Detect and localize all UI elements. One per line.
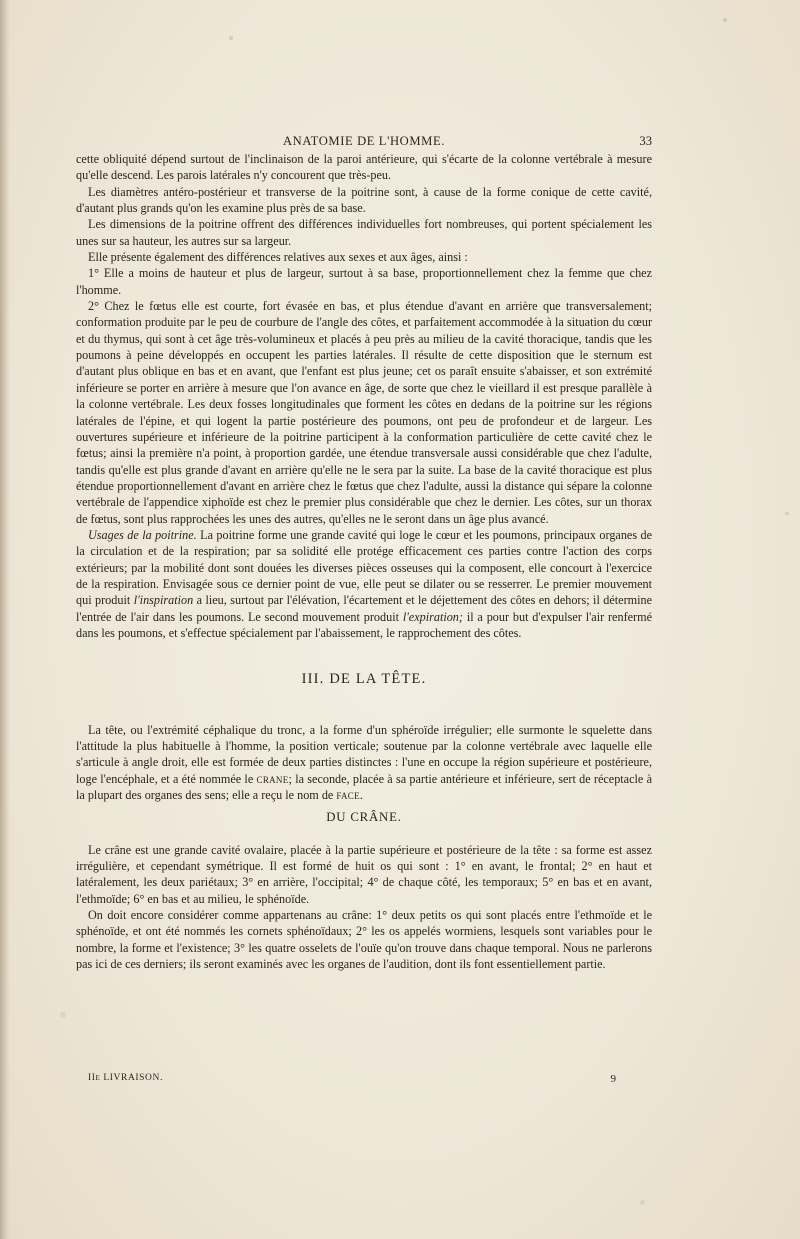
running-header [76, 133, 652, 151]
term-inspiration: l'inspiration [133, 593, 194, 608]
paper-foxing-spot [785, 512, 789, 515]
paper-foxing-spot [640, 1200, 645, 1205]
paragraph: Les dimensions de la poitrine offrent des différences individuelles fort nombreuses, qui portent spécialement les unes sur sa hauteur, les autres sur sa largeur. [76, 217, 652, 248]
page-number: 33 [639, 134, 652, 148]
paragraph: cette obliquité dépend surtout de l'inclinaison de la paroi antérieure, qui s'écarte de la colonne vertébrale à mesure qu'elle descend. Les parois latérales n'y concourent que très-peu. [76, 152, 652, 183]
term-face: face [336, 788, 360, 803]
term-crane: crane [256, 771, 289, 786]
page-text-column [76, 133, 652, 972]
tete-text: La tête, ou l'extrémité céphalique du tronc, a la forme d'un sphéroïde irrégulier; elle surmonte le squelette dans l'attitude la plus habituelle à l'homme, la position verticale; soutenue par la colonne vertébrale avec laquelle elle s'articule à angle droit, elle est formée de deux parties distinctes : l'une en occupe la région supérieure et postérieure, loge l'encéphale, et a été nommée le [76, 722, 652, 786]
page-binding-edge [0, 0, 10, 1239]
paragraph: Le crâne est une grande cavité ovalaire, placée à la partie supérieure et postérieure de la tête : sa forme est assez irrégulière, et cependant symétrique. Il est formé de huit os qui sont : 1° en avant, le frontal; 2° en haut et latéralement, les deux pariétaux; 3° en arrière, l'occipital; 4° de chaque côté, les temporaux; 5° en bas et en avant, l'ethmoïde; 6° en bas et au milieu, le sphénoïde. [76, 842, 652, 906]
livraison-mark: IIe LIVRAISON. [88, 1073, 163, 1083]
usages-heading: Usages de la poitrine. [88, 527, 197, 542]
usages-text: a lieu, surtout par l'élévation, l'écartement et le déjettement des côtes en dehors; il détermine l'entrée de l'air dans les poumons. Le second mouvement produit [76, 593, 653, 624]
paragraph: Elle présente également des différences relatives aux sexes et aux âges, ainsi : [88, 250, 468, 265]
paper-foxing-spot [229, 36, 233, 40]
tete-text: ; la seconde, placée à sa partie antérieure et inférieure, sert de réceptacle à la plupart des organes des sens; elle a reçu le nom de [76, 771, 652, 803]
usages-text: La poitrine forme une grande cavité qui loge le cœur et les poumons, principaux organes de la circulation et de la respiration; par sa solidité elle protége efficacement ces parties contre l'action des corps extérieurs; par la mobilité dont sont douées les diverses pièces osseuses qui la composent, elle concourt à l'exercice de la respiration. Envisagée sous ce dernier point de vue, elle peut se dilater ou se resserrer. Le premier mouvement qui produit [76, 527, 652, 608]
signature-mark: 9 [610, 1073, 616, 1085]
paragraph: 1° Elle a moins de hauteur et plus de largeur, surtout à sa base, proportionnellement chez la femme que chez l'homme. [76, 266, 652, 297]
usages-text: il a pour but d'expulser l'air renfermé dans les poumons, et s'effectue spécialement par l'abaissement, le rapprochement des côtes. [76, 609, 652, 640]
paper-foxing-spot [60, 1012, 66, 1018]
paragraph: On doit encore considérer comme appartenans au crâne: 1° deux petits os qui sont placés entre l'ethmoïde et le sphénoïde, et ont été nommés les cornets sphénoïdaux; 2° les os appelés wormiens, lesquels sont variables pour le nombre, la forme et l'existence; 3° les quatre osselets de l'ouïe qu'on trouve dans chaque temporal. Nous ne parlerons pas ici de ces derniers; ils seront examinés avec les organes de l'audition, dont ils font essentiellement partie. [76, 908, 652, 972]
paragraph: 2° Chez le fœtus elle est courte, fort évasée en bas, et plus étendue d'avant en arrière que transversalement; conformation produite par le peu de courbure de l'angle des côtes, et parfaitement accommodée à la situation du cœur et du thymus, qui sont à cet âge très-volumineux et placés à peu près au milieu de la cavité thoracique, tandis que les poumons à peine développés en occupent les parties latérales. Il résulte de cette disposition que le sternum est d'autant plus oblique en bas et en avant, que l'enfant est plus jeune; cet os paraît ensuite s'abaisser, et son extrémité inférieure se porter en arrière à mesure que l'on avance en âge, de sorte que chez le vieillard il est presque parallèle à la colonne vertébrale. Les deux fosses longitudinales que forment les côtes en dedans de la poitrine sur les régions latérales de l'épine, et qui logent la partie postérieure des poumons, ont peu de profondeur et de largeur. Les ouvertures supérieure et inférieure de la poitrine participent à la conformation particulière de cette cavité chez le fœtus; ainsi la première n'a point, à proportion gardée, une étendue transversale aussi considérable que chez l'adulte, tandis qu'elle est plus grande d'avant en arrière qu'elle ne le sera par la suite. La base de la cavité thoracique est plus étendue proportionnellement d'avant en arrière chez le fœtus que chez l'adulte, aussi la distance qui sépare la colonne vertébrale de l'appendice xiphoïde est chez le premier plus considérable que chez le dernier. Les côtes, sur un thorax de fœtus, sont plus rapprochées les unes des autres, qu'elles ne le seront dans un âge plus avancé. [76, 299, 652, 526]
paragraph: Les diamètres antéro-postérieur et transverse de la poitrine sont, à cause de la forme conique de cette cavité, d'autant plus grands qu'on les examine plus près de sa base. [76, 184, 652, 216]
paper-foxing-spot [723, 18, 727, 22]
paragraph-tete [76, 722, 652, 804]
page-footer [88, 1073, 616, 1087]
tete-text: . [359, 788, 363, 803]
subsection-title: DU CRÂNE. [326, 810, 402, 825]
section-title: III. DE LA TÊTE. [301, 671, 427, 688]
paragraph-usages [76, 527, 652, 641]
running-title: ANATOMIE DE L'HOMME. [282, 134, 445, 148]
term-expiration: l'expiration; [402, 609, 463, 624]
